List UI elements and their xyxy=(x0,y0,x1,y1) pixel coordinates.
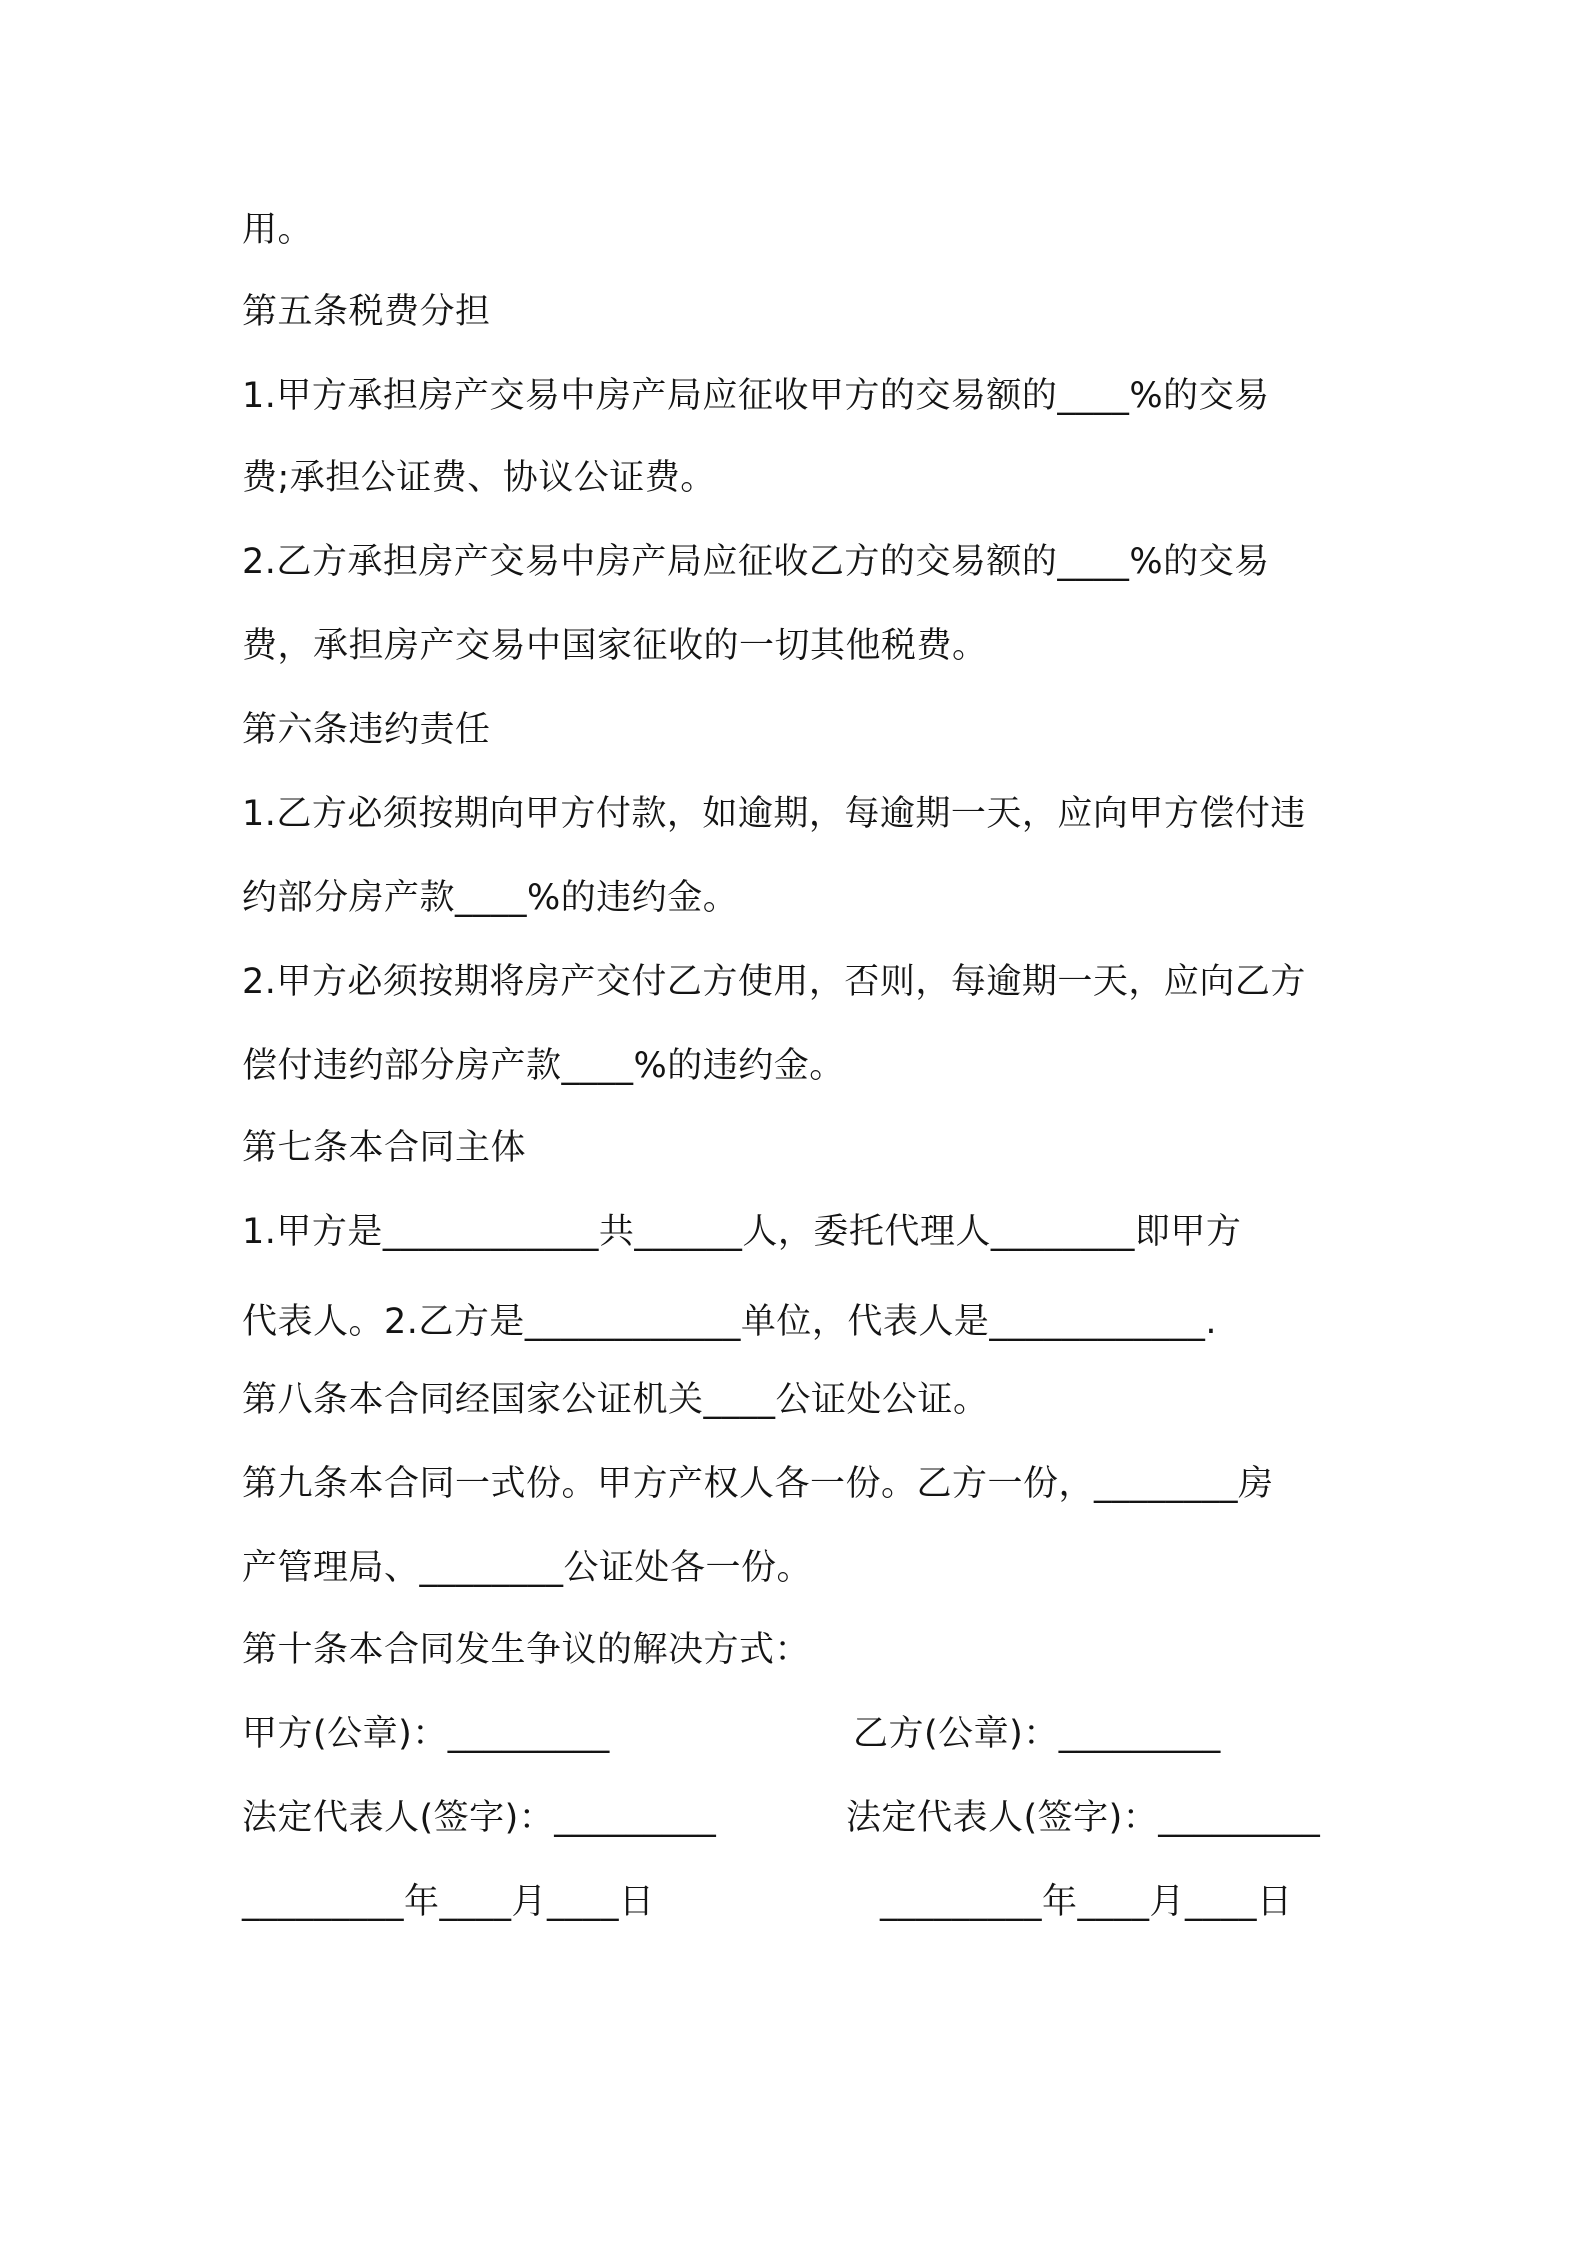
party-a-date: _________年____月____日 xyxy=(242,1882,655,1922)
text-line: 代表人。2.乙方是____________单位，代表人是____________. xyxy=(242,1302,1218,1342)
section-heading-8: 第八条本合同经国家公证机关____公证处公证。 xyxy=(242,1380,989,1420)
text-line: 费;承担公证费、协议公证费。 xyxy=(242,458,716,498)
text-line: 偿付违约部分房产款____%的违约金。 xyxy=(242,1046,845,1086)
text-line: 1.乙方必须按期向甲方付款，如逾期，每逾期一天，应向甲方偿付违 xyxy=(242,794,1306,834)
text-line: 费，承担房产交易中国家征收的一切其他税费。 xyxy=(242,626,988,666)
text-line: 约部分房产款____%的违约金。 xyxy=(242,878,739,918)
text-line: 用。 xyxy=(242,210,314,250)
section-heading-5: 第五条税费分担 xyxy=(242,292,491,332)
text-line: 2.乙方承担房产交易中房产局应征收乙方的交易额的____%的交易 xyxy=(242,542,1270,582)
section-heading-6: 第六条违约责任 xyxy=(242,710,491,750)
text-line: 1.甲方是____________共______人，委托代理人________即甲方 xyxy=(242,1212,1242,1252)
party-b-representative: 法定代表人(签字)：_________ xyxy=(846,1798,1321,1838)
party-a-seal: 甲方(公章)：_________ xyxy=(242,1714,610,1754)
text-line: 2.甲方必须按期将房产交付乙方使用，否则，每逾期一天，应向乙方 xyxy=(242,962,1306,1002)
text-line: 产管理局、________公证处各一份。 xyxy=(242,1548,813,1588)
section-heading-10: 第十条本合同发生争议的解决方式： xyxy=(242,1630,811,1670)
party-b-seal: 乙方(公章)：_________ xyxy=(853,1714,1221,1754)
text-line: 1.甲方承担房产交易中房产局应征收甲方的交易额的____%的交易 xyxy=(242,376,1270,416)
party-b-date: _________年____月____日 xyxy=(880,1882,1293,1922)
section-heading-7: 第七条本合同主体 xyxy=(242,1128,527,1168)
party-a-representative: 法定代表人(签字)：_________ xyxy=(242,1798,717,1838)
section-heading-9: 第九条本合同一式份。甲方产权人各一份。乙方一份，________房 xyxy=(242,1464,1274,1504)
